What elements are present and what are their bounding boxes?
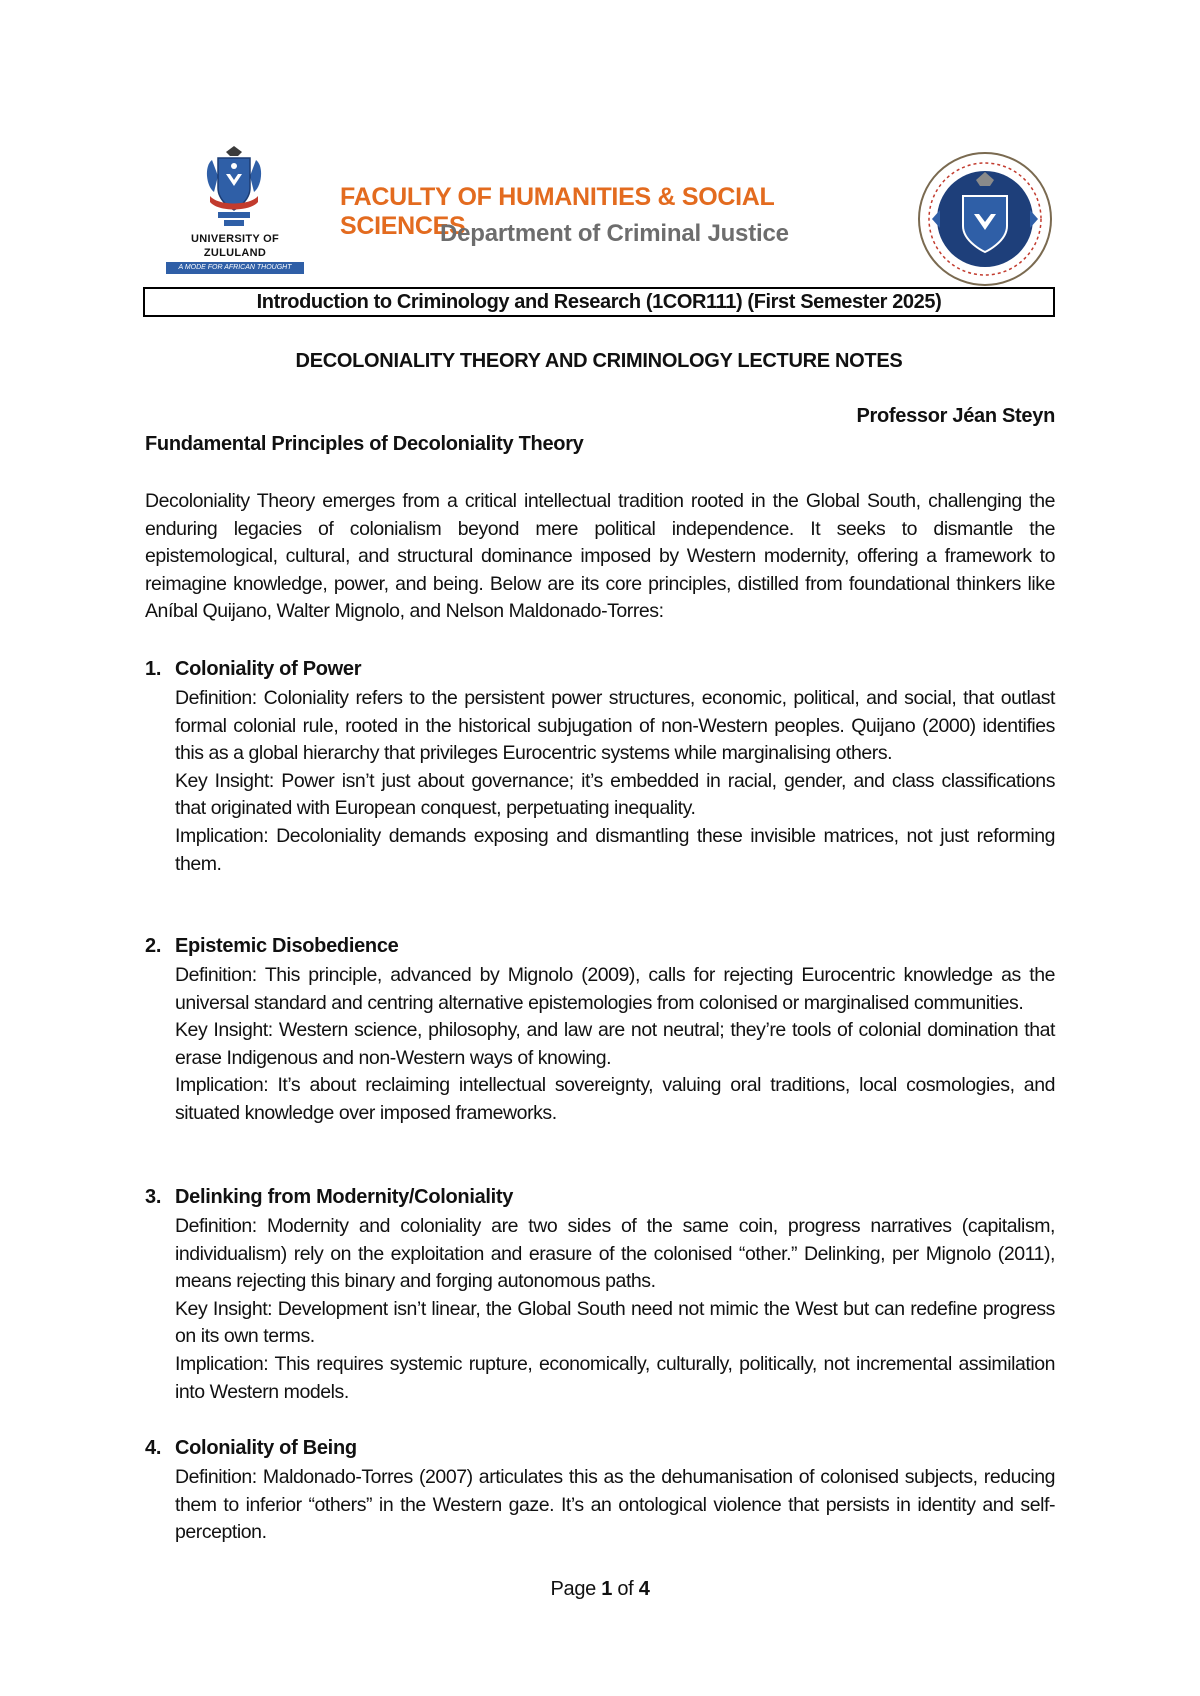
principle-heading xyxy=(145,658,361,681)
principle-body: Definition: Modernity and coloniality are two sides of the same coin, progress narratives (capitalism, individualism) rely on the exploitation and erasure of the colonised “other.” Delinking, per Mignolo (2011), means rejecting this binary and forging autonomous paths. Key Insight: Development isn’t linear, the Global South need not mimic the West but can redefine progress on its own terms. Implication: This requires systemic rupture, economically, culturally, politically, not incremental assimilation into Western models. xyxy=(175,1215,1055,1403)
faculty-name: FACULTY OF HUMANITIES & SOCIAL SCIENCES xyxy=(340,183,775,240)
principle-title: Coloniality of Being xyxy=(175,1437,357,1459)
principle-body: Definition: Maldonado-Torres (2007) articulates this as the dehumanisation of colonised subjects, reducing them to inferior “others” in the Western gaze. It’s an ontological violence that persists in identity and self-perception. xyxy=(175,1466,1055,1544)
principle-title: Epistemic Disobedience xyxy=(175,935,399,957)
intro-paragraph: Decoloniality Theory emerges from a critical intellectual tradition rooted in the Global South, challenging the enduring legacies of colonialism beyond mere political independence. It seeks to dismantle the epistemological, cultural, and structural dominance imposed by Western modernity, offering a framework to reimagine knowledge, power, and being. Below are its core principles, distilled from foundational thinkers like Aníbal Quijano, Walter Mignolo, and Nelson Maldonado-Torres: xyxy=(145,490,1055,623)
principle-title: Coloniality of Power xyxy=(175,658,362,680)
university-logo xyxy=(160,146,310,276)
principle-number: 1. xyxy=(145,658,162,680)
principle-heading xyxy=(145,1437,357,1460)
principle-number: 4. xyxy=(145,1437,162,1459)
principle-body: Definition: Coloniality refers to the persistent power structures, economic, political, and social, that outlast formal colonial rule, rooted in the historical subjugation of non-Western peoples. Quijano (2000) identifies this as a global hierarchy that privileges Eurocentric systems while marginalising others. Key Insight: Power isn’t just about governance; it’s embedded in racial, gender, and class classifications that originated with European conquest, perpetuating inequality. Implication: Decoloniality demands exposing and dismantling these invisible matrices, not just reforming them. xyxy=(175,687,1055,875)
principle-number: 2. xyxy=(145,935,162,957)
page-total: 4 xyxy=(638,1578,650,1600)
faculty-seal-icon xyxy=(916,150,1054,288)
principle-heading xyxy=(145,935,398,958)
university-crest-icon xyxy=(204,146,264,232)
section-heading: Fundamental Principles of Decoloniality Theory xyxy=(145,433,584,455)
page-number xyxy=(0,1578,1200,1601)
principle-title: Delinking from Modernity/Coloniality xyxy=(175,1186,514,1208)
page-of: of xyxy=(617,1578,634,1600)
page-current: 1 xyxy=(601,1578,613,1600)
university-motto: A MODE FOR AFRICAN THOUGHT xyxy=(166,262,304,274)
department-name: Department of Criminal Justice xyxy=(440,220,789,247)
author-name: Professor Jéan Steyn xyxy=(856,405,1055,427)
principle-number: 3. xyxy=(145,1186,162,1208)
course-title-box: Introduction to Criminology and Research (1COR111) (First Semester 2025) xyxy=(143,287,1055,317)
university-name: UNIVERSITY OF ZULULAND xyxy=(190,233,280,259)
principle-body: Definition: This principle, advanced by Mignolo (2009), calls for rejecting Eurocentric knowledge as the universal standard and centring alternative epistemologies from colonised or marginalised communities. Key Insight: Western science, philosophy, and law are not neutral; they’re tools of colonial domination that erase Indigenous and non-Western ways of knowing. Implication: It’s about reclaiming intellectual sovereignty, valuing oral traditions, local cosmologies, and situated knowledge over imposed frameworks. xyxy=(175,964,1055,1124)
page-label: Page xyxy=(550,1578,596,1600)
document-title: DECOLONIALITY THEORY AND CRIMINOLOGY LECTURE NOTES xyxy=(295,350,903,372)
principle-heading xyxy=(145,1186,513,1209)
